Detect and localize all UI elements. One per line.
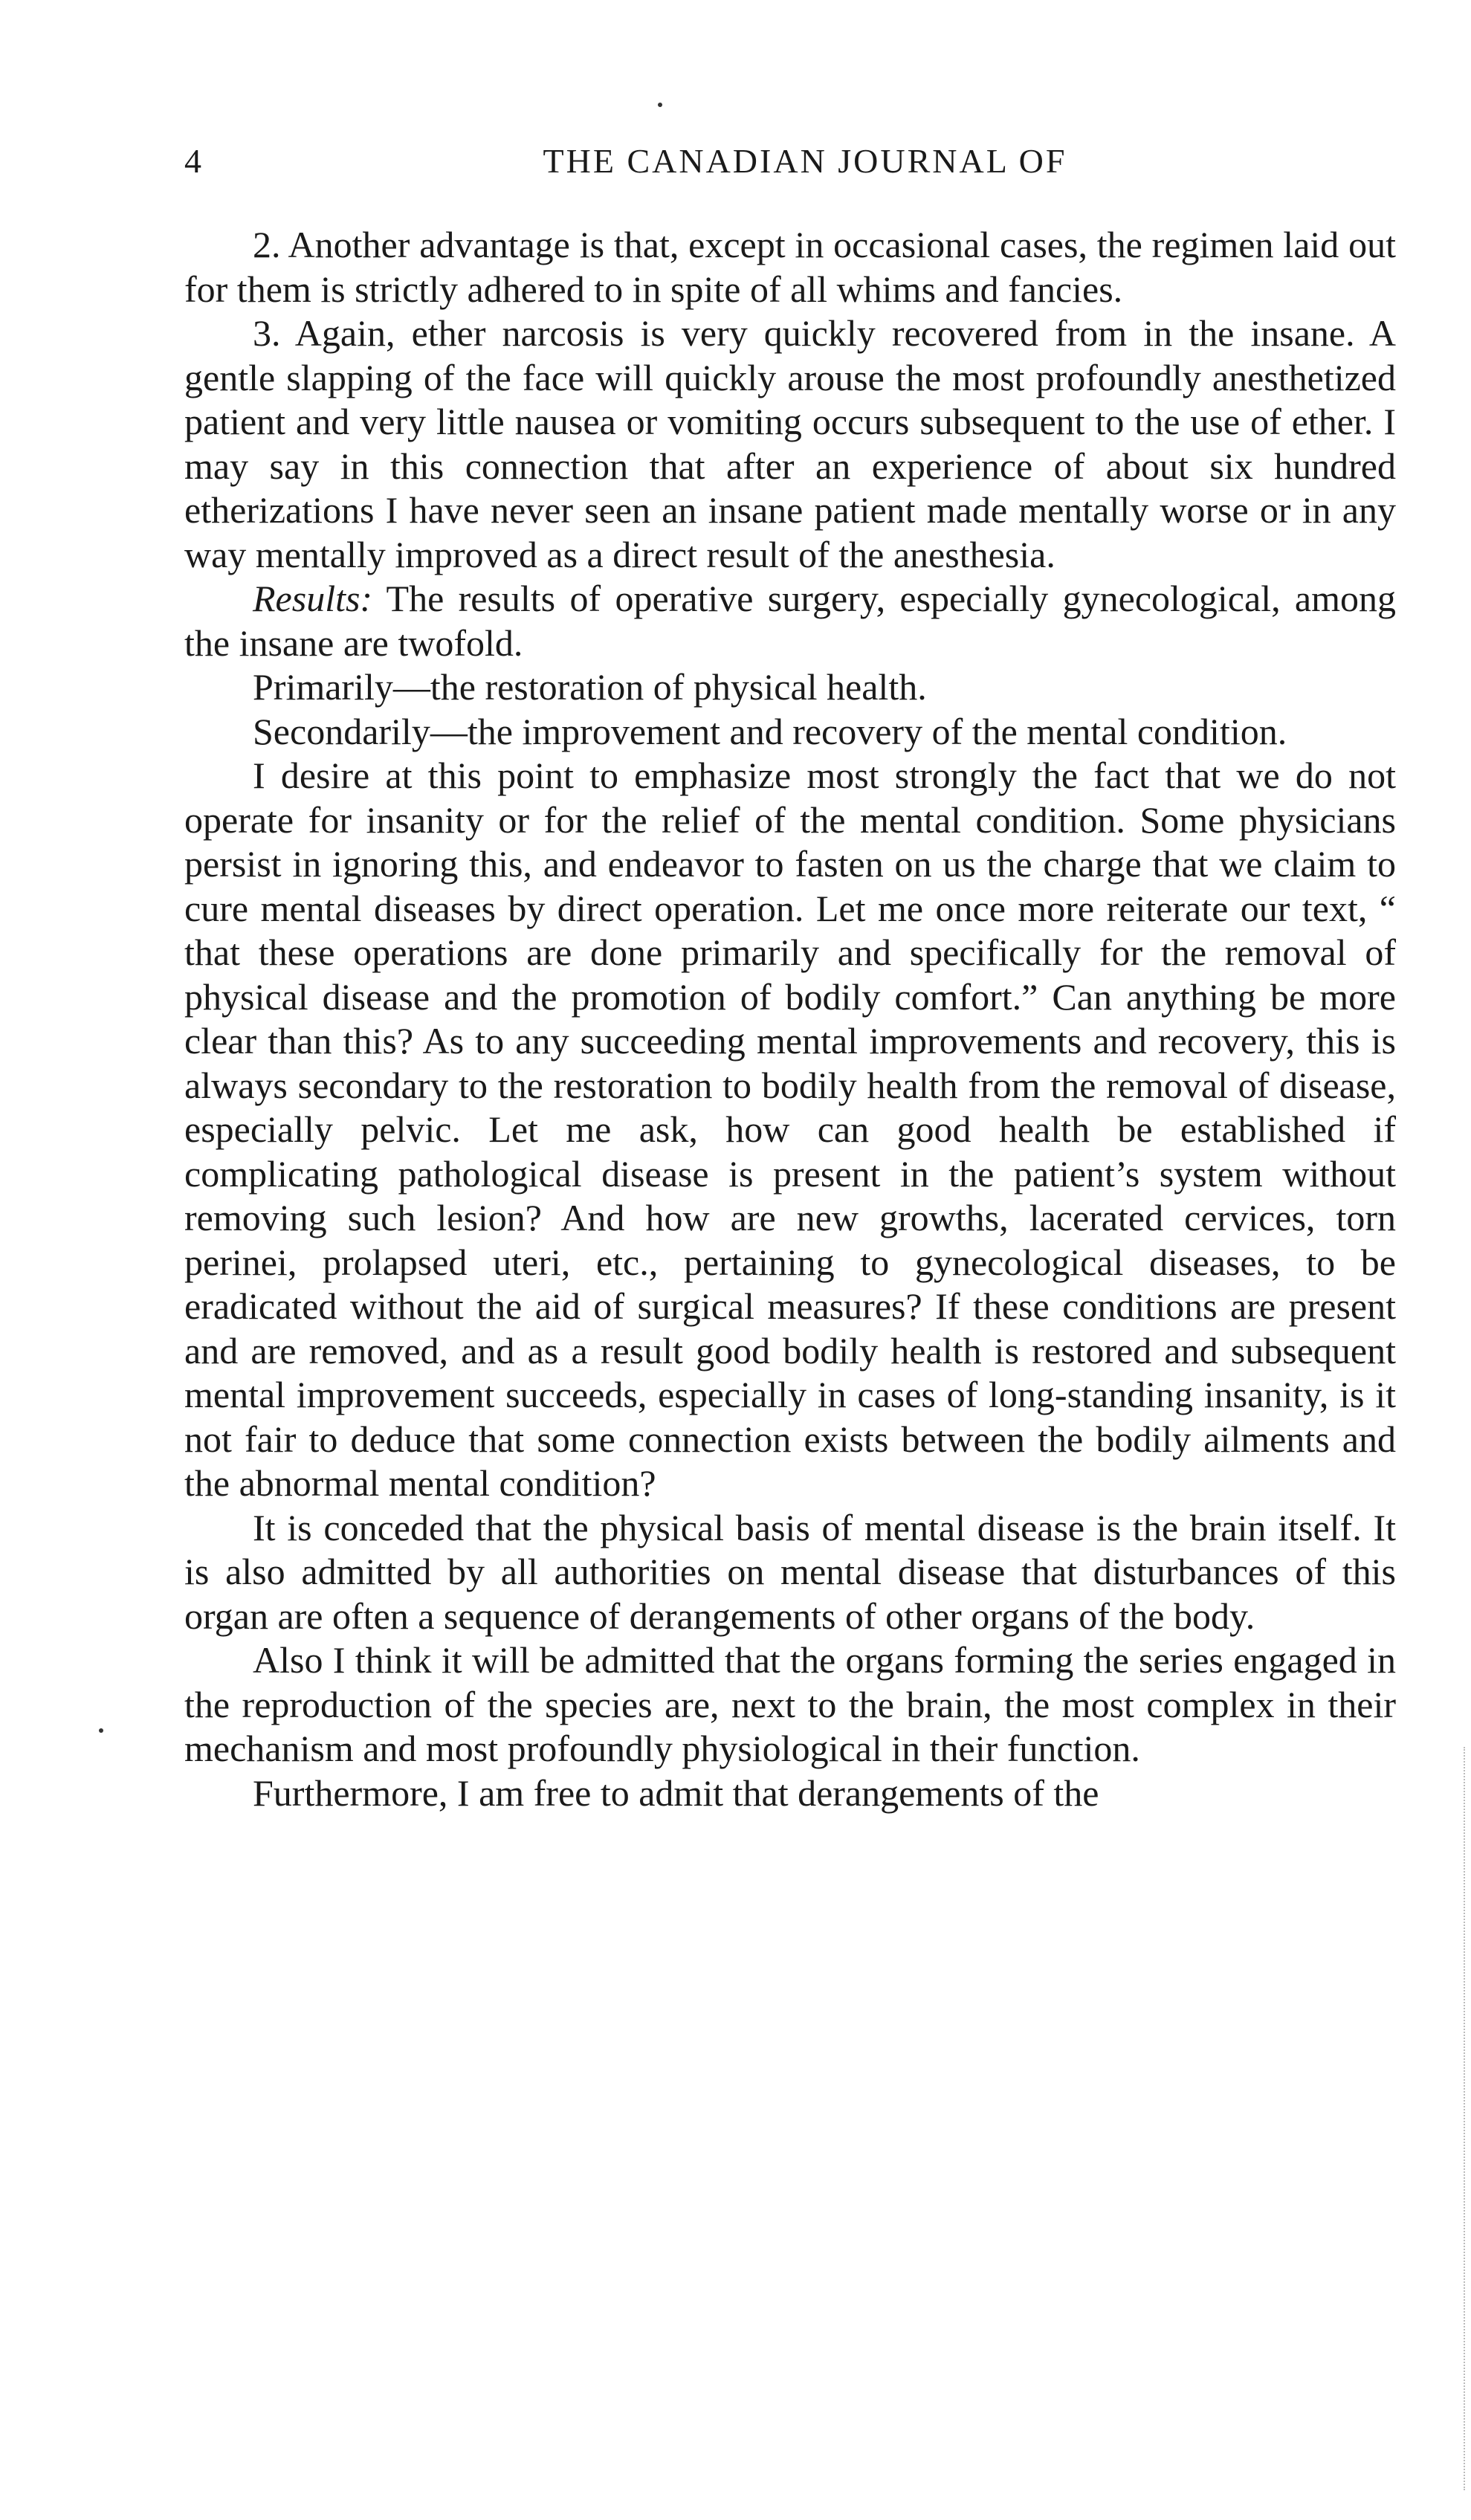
paragraph-ether-recovery: 3. Again, ether narcosis is very quickly recovered from in the insane. A gentle slapping of the face will quickly arouse the most profoundly anesthetized patient and very little nausea or vomiting occurs subsequent to the use of ether. I may say in this connection that after an experience of about six hundred etherizations I have never seen an insane patient made mentally worse or in any way mentally improved as a direct result of the anesthesia. <box>184 312 1396 575</box>
page-edge-shadow <box>1462 1747 1465 2490</box>
results-text: The results of operative surgery, especially gynecological, among the insane are twofold. <box>184 578 1396 664</box>
print-speck <box>99 1728 103 1733</box>
article-body <box>184 223 1396 1815</box>
page-number: 4 <box>184 142 201 180</box>
paragraph-emphasis: I desire at this point to emphasize most strongly the fact that we do not operate for insanity or for the relief of the mental condition. Some physicians persist in ignoring this, and endeavor to fasten on us the charge that we claim to cure mental diseases by direct operation. Let me once more reiterate our text, “ that these operations are done primarily and specifically for the removal of physical disease and the promotion of bodily comfort.” Can anything be more clear than this? As to any succeeding mental improvements and recovery, this is always secondary to the restoration to bodily health from the removal of disease, especially pelvic. Let me ask, how can good health be established if complicating pathological disease is present in the patient’s system without removing such lesion? And how are new growths, lacerated cervices, torn perinei, prolapsed uteri, etc., pertaining to gynecological diseases, to be eradicated without the aid of surgical measures? If these conditions are present and are removed, and as a result good bodily health is restored and subsequent mental improvement succeeds, especially in cases of long-standing insanity, is it not fair to deduce that some connection exists between the bodily ailments and the abnormal mental condition? <box>184 755 1396 1504</box>
running-title: THE CANADIAN JOURNAL OF <box>543 142 1067 180</box>
paragraph-reproductive-organs: Also I think it will be admitted that the organs forming the series engaged in the reproduction of the species are, next to the brain, the most complex in their mechanism and most profoundly physiological in their function. <box>184 1639 1396 1769</box>
paragraph-furthermore: Furthermore, I am free to admit that derangements of the <box>253 1771 1099 1814</box>
paragraph-results <box>184 577 1396 665</box>
paragraph-brain-basis: It is conceded that the physical basis of mental disease is the brain itself. It is also admitted by all authorities on mental disease that disturbances of this organ are often a sequence of derangements of other organs of the body. <box>184 1506 1396 1637</box>
paragraph-primarily: Primarily—the restoration of physical health. <box>253 666 927 708</box>
paragraph-secondarily: Secondarily—the improvement and recovery of the mental condition. <box>253 710 1287 752</box>
results-label: Results: <box>253 578 373 619</box>
page-header <box>184 135 1396 187</box>
paragraph-advantage-2: 2. Another advantage is that, except in occasional cases, the regimen laid out for them is strictly adhered to in spite of all whims and fancies. <box>184 224 1396 310</box>
print-speck <box>658 103 662 107</box>
